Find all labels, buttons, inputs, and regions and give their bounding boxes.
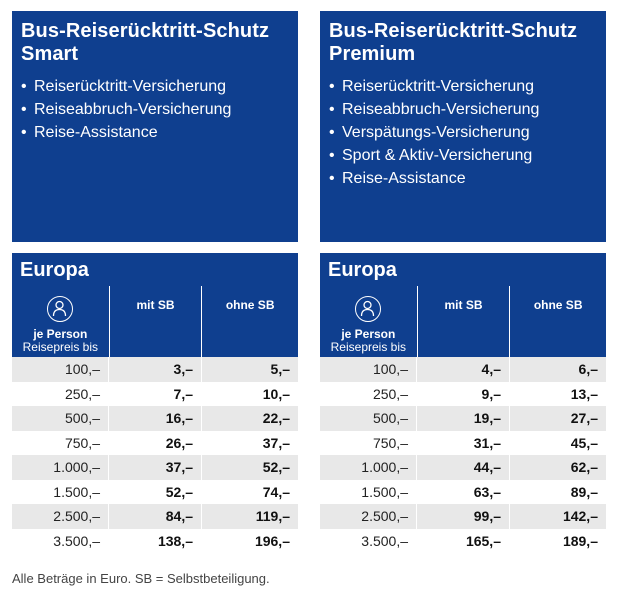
- cell-price: 1.000,–: [12, 455, 109, 480]
- cell-with-sb: 16,–: [109, 406, 202, 431]
- person-icon: [355, 296, 381, 322]
- cell-without-sb: 5,–: [270, 361, 290, 378]
- region-title: Europa: [320, 253, 606, 286]
- cell-with-sb: 26,–: [109, 431, 202, 456]
- cell-with-sb: 3,–: [109, 357, 202, 382]
- cell-price: 750,–: [12, 431, 109, 456]
- table-header: [320, 286, 606, 357]
- cell-price: 750,–: [320, 431, 417, 456]
- price-table-premium: [320, 253, 606, 553]
- cell-price: 1.500,–: [12, 480, 109, 505]
- cell-without-sb: 13,–: [570, 385, 598, 402]
- cell-price: 3.500,–: [320, 529, 417, 554]
- cell-price: 500,–: [12, 406, 109, 431]
- feature-list: [21, 75, 298, 144]
- region-title: Europa: [12, 253, 298, 286]
- product-header-premium: [320, 11, 606, 242]
- header-without-deductible: ohne SB: [533, 298, 583, 312]
- table-row: [320, 382, 606, 407]
- table-row: [320, 529, 606, 554]
- table-row: [320, 357, 606, 382]
- cell-with-sb: 138,–: [109, 529, 202, 554]
- header-with-deductible: mit SB: [418, 286, 511, 357]
- cell-without-sb: 119,–: [255, 508, 290, 525]
- cell-price: 3.500,–: [12, 529, 109, 554]
- table-row: [320, 455, 606, 480]
- cell-without-sb: 74,–: [262, 483, 290, 500]
- cell-with-sb: 7,–: [109, 382, 202, 407]
- cell-price: 250,–: [320, 382, 417, 407]
- feature-item: • Reiseabbruch-Versicherung: [21, 98, 298, 121]
- cell-with-sb: 52,–: [109, 480, 202, 505]
- table-row: [12, 357, 298, 382]
- header-person: [12, 286, 110, 357]
- product-title-line1: Bus-Reiserücktritt-Schutz: [329, 20, 578, 42]
- cell-with-sb: 165,–: [417, 529, 510, 554]
- cell-without-sb: 89,–: [570, 483, 598, 500]
- cell-without-sb: 62,–: [570, 459, 598, 476]
- feature-item: • Reiseabbruch-Versicherung: [329, 98, 606, 121]
- table-row: [12, 480, 298, 505]
- feature-item: • Reise-Assistance: [21, 121, 298, 144]
- cell-with-sb: 63,–: [417, 480, 510, 505]
- cell-with-sb: 84,–: [109, 504, 202, 529]
- cell-without-sb: 22,–: [262, 410, 290, 427]
- cell-with-sb: 9,–: [417, 382, 510, 407]
- column-premium: [320, 11, 606, 553]
- cell-without-sb: 45,–: [570, 434, 598, 451]
- person-icon: [47, 296, 73, 322]
- product-title: [21, 20, 298, 66]
- cell-without-sb: 196,–: [254, 532, 290, 549]
- cell-with-sb: 44,–: [417, 455, 510, 480]
- cell-without-sb: 142,–: [562, 508, 598, 525]
- table-row: [12, 455, 298, 480]
- cell-price: 250,–: [12, 382, 109, 407]
- cell-with-sb: 99,–: [417, 504, 510, 529]
- cell-without-sb: 189,–: [562, 532, 598, 549]
- header-per-person: je Person: [341, 327, 396, 341]
- cell-price: 1.500,–: [320, 480, 417, 505]
- table-body: [320, 357, 606, 553]
- table-row: [12, 504, 298, 529]
- cell-without-sb: 52,–: [262, 459, 290, 476]
- cell-without-sb: 10,–: [262, 385, 290, 402]
- cell-price: 2.500,–: [320, 504, 417, 529]
- header-travel-price: Reisepreis bis: [22, 340, 99, 354]
- cell-with-sb: 37,–: [109, 455, 202, 480]
- table-row: [320, 406, 606, 431]
- feature-item: • Reiserücktritt-Versicherung: [329, 75, 606, 98]
- product-title-line1: Bus-Reiserücktritt-Schutz: [21, 20, 270, 42]
- feature-item: • Sport & Aktiv-Versicherung: [329, 144, 606, 167]
- cell-without-sb: 27,–: [570, 410, 598, 427]
- table-header: [12, 286, 298, 357]
- cell-with-sb: 31,–: [417, 431, 510, 456]
- table-row: [12, 431, 298, 456]
- header-per-person: je Person: [33, 327, 88, 341]
- header-person: [320, 286, 418, 357]
- product-title: [329, 20, 606, 66]
- feature-list: [329, 75, 606, 190]
- table-body: [12, 357, 298, 553]
- cell-price: 100,–: [320, 357, 417, 382]
- header-travel-price: Reisepreis bis: [330, 340, 407, 354]
- header-without-deductible: ohne SB: [225, 298, 275, 312]
- feature-item: • Verspätungs-Versicherung: [329, 121, 606, 144]
- price-table-smart: [12, 253, 298, 553]
- cell-with-sb: 4,–: [417, 357, 510, 382]
- product-title-line2: Smart: [21, 43, 79, 65]
- cell-price: 500,–: [320, 406, 417, 431]
- table-row: [320, 431, 606, 456]
- table-row: [12, 406, 298, 431]
- table-row: [12, 529, 298, 554]
- header-with-deductible: mit SB: [110, 286, 203, 357]
- footnote: Alle Beträge in Euro. SB = Selbstbeteiligung.: [12, 571, 270, 586]
- table-row: [320, 480, 606, 505]
- table-row: [320, 504, 606, 529]
- cell-without-sb: 37,–: [262, 434, 290, 451]
- column-smart: [12, 11, 298, 553]
- product-title-line2: Premium: [329, 43, 416, 65]
- cell-without-sb: 6,–: [578, 361, 598, 378]
- product-header-smart: [12, 11, 298, 242]
- feature-item: • Reise-Assistance: [329, 167, 606, 190]
- table-row: [12, 382, 298, 407]
- cell-with-sb: 19,–: [417, 406, 510, 431]
- cell-price: 100,–: [12, 357, 109, 382]
- cell-price: 2.500,–: [12, 504, 109, 529]
- cell-price: 1.000,–: [320, 455, 417, 480]
- feature-item: • Reiserücktritt-Versicherung: [21, 75, 298, 98]
